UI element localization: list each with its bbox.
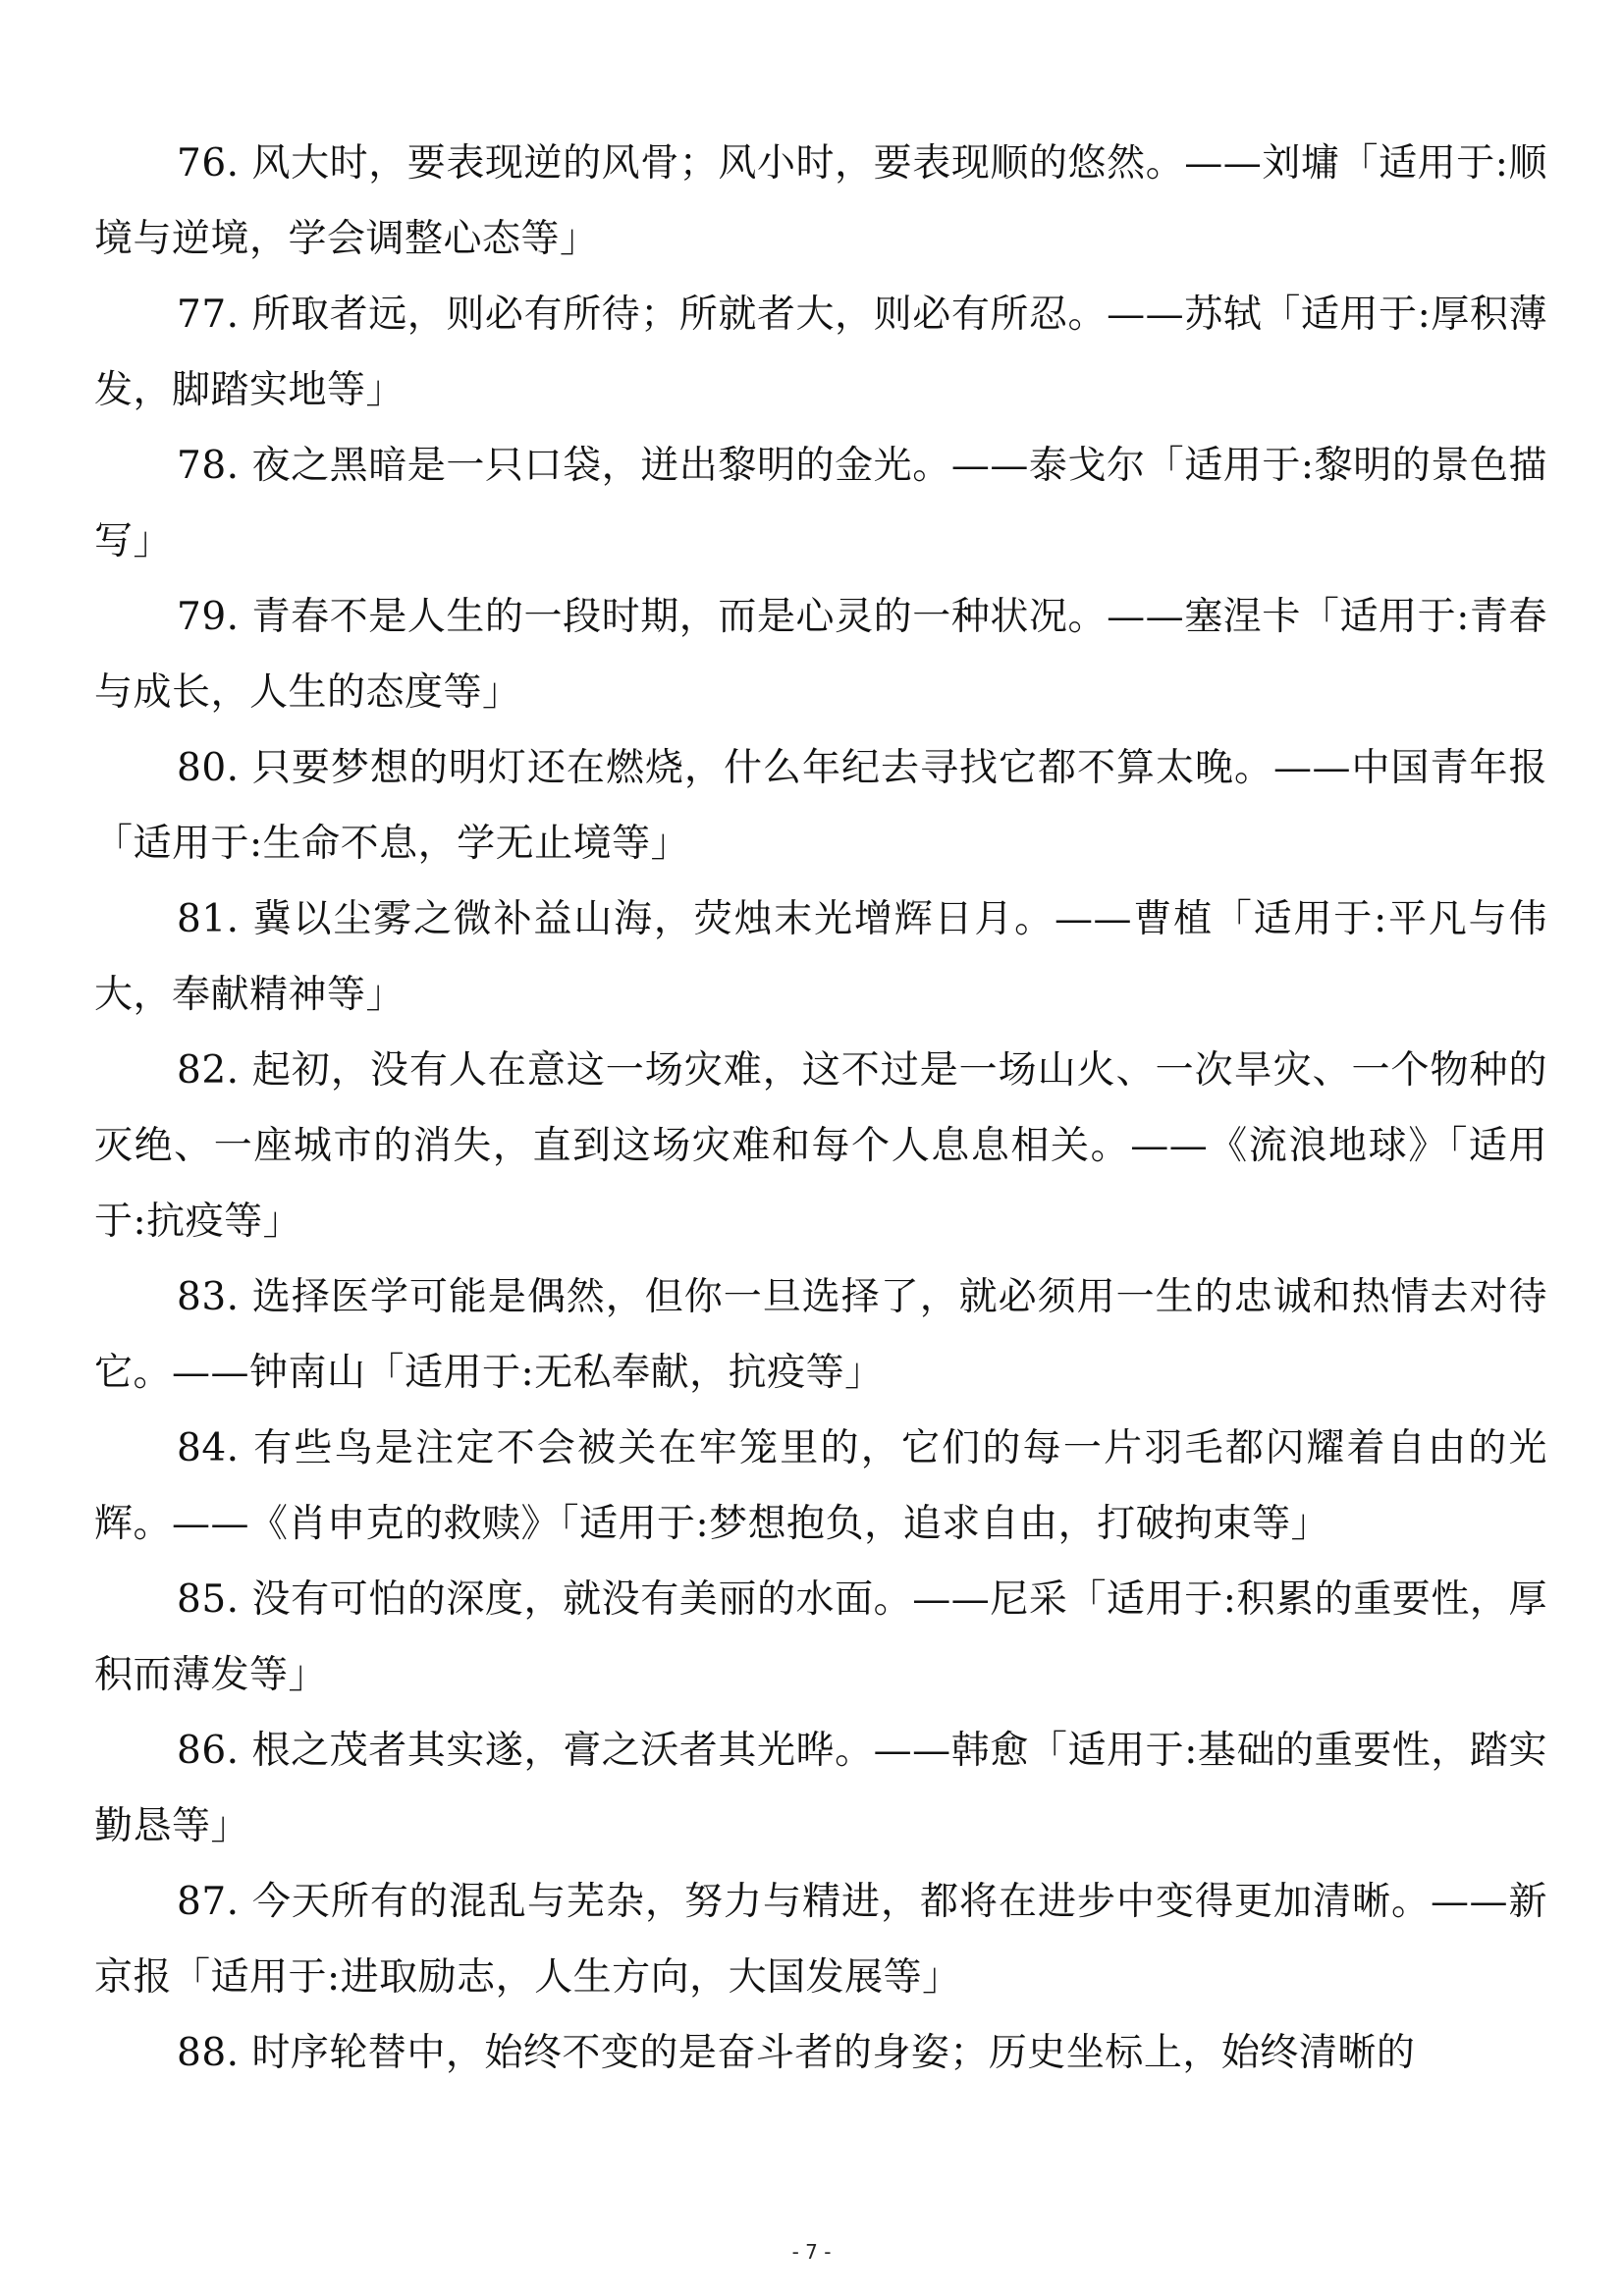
quote-entry-88: 88. 时序轮替中，始终不变的是奋斗者的身姿；历史坐标上，始终清晰的: [177, 2031, 1416, 2075]
quote-entry-81: 81. 冀以尘雾之微补益山海，荧烛末光增辉日月。——曹植「适用于:平凡与伟大，奉献精神等」: [94, 897, 1547, 1017]
quote-entry-86: 86. 根之茂者其实遂，膏之沃者其光晔。——韩愈「适用于:基础的重要性，踏实勤恳等」: [94, 1729, 1547, 1848]
page-number: - 7 -: [791, 2240, 832, 2264]
quote-entry-85: 85. 没有可怕的深度，就没有美丽的水面。——尼采「适用于:积累的重要性，厚积而薄发等」: [94, 1577, 1547, 1697]
quote-entry-83: 83. 选择医学可能是偶然，但你一旦选择了，就必须用一生的忠诚和热情去对待它。——钟南山「适用于:无私奉献，抗疫等」: [94, 1275, 1547, 1395]
quote-entry-79: 79. 青春不是人生的一段时期，而是心灵的一种状况。——塞涅卡「适用于:青春与成长，人生的态度等」: [94, 595, 1547, 715]
quote-entry-80: 80. 只要梦想的明灯还在燃烧，什么年纪去寻找它都不算太晚。——中国青年报「适用于:生命不息，学无止境等」: [94, 746, 1547, 866]
quote-list: [94, 126, 1547, 2091]
quote-entry-82: 82. 起初，没有人在意这一场灾难，这不过是一场山火、一次旱灾、一个物种的灭绝、一座城市的消失，直到这场灾难和每个人息息相关。——《流浪地球》「适用于:抗疫等」: [94, 1048, 1547, 1244]
quote-entry-87: 87. 今天所有的混乱与芜杂，努力与精进，都将在进步中变得更加清晰。——新京报「适用于:进取励志，人生方向，大国发展等」: [94, 1880, 1547, 2000]
quote-entry-78: 78. 夜之黑暗是一只口袋，迸出黎明的金光。——泰戈尔「适用于:黎明的景色描写」: [94, 444, 1547, 563]
quote-entry-84: 84. 有些鸟是注定不会被关在牢笼里的，它们的每一片羽毛都闪耀着自由的光辉。——《肖申克的救赎》「适用于:梦想抱负，追求自由，打破拘束等」: [94, 1426, 1547, 1546]
quote-entry-76: 76. 风大时，要表现逆的风骨；风小时，要表现顺的悠然。——刘墉「适用于:顺境与逆境，学会调整心态等」: [94, 141, 1547, 261]
quote-entry-77: 77. 所取者远，则必有所待；所就者大，则必有所忍。——苏轼「适用于:厚积薄发，脚踏实地等」: [94, 293, 1547, 412]
